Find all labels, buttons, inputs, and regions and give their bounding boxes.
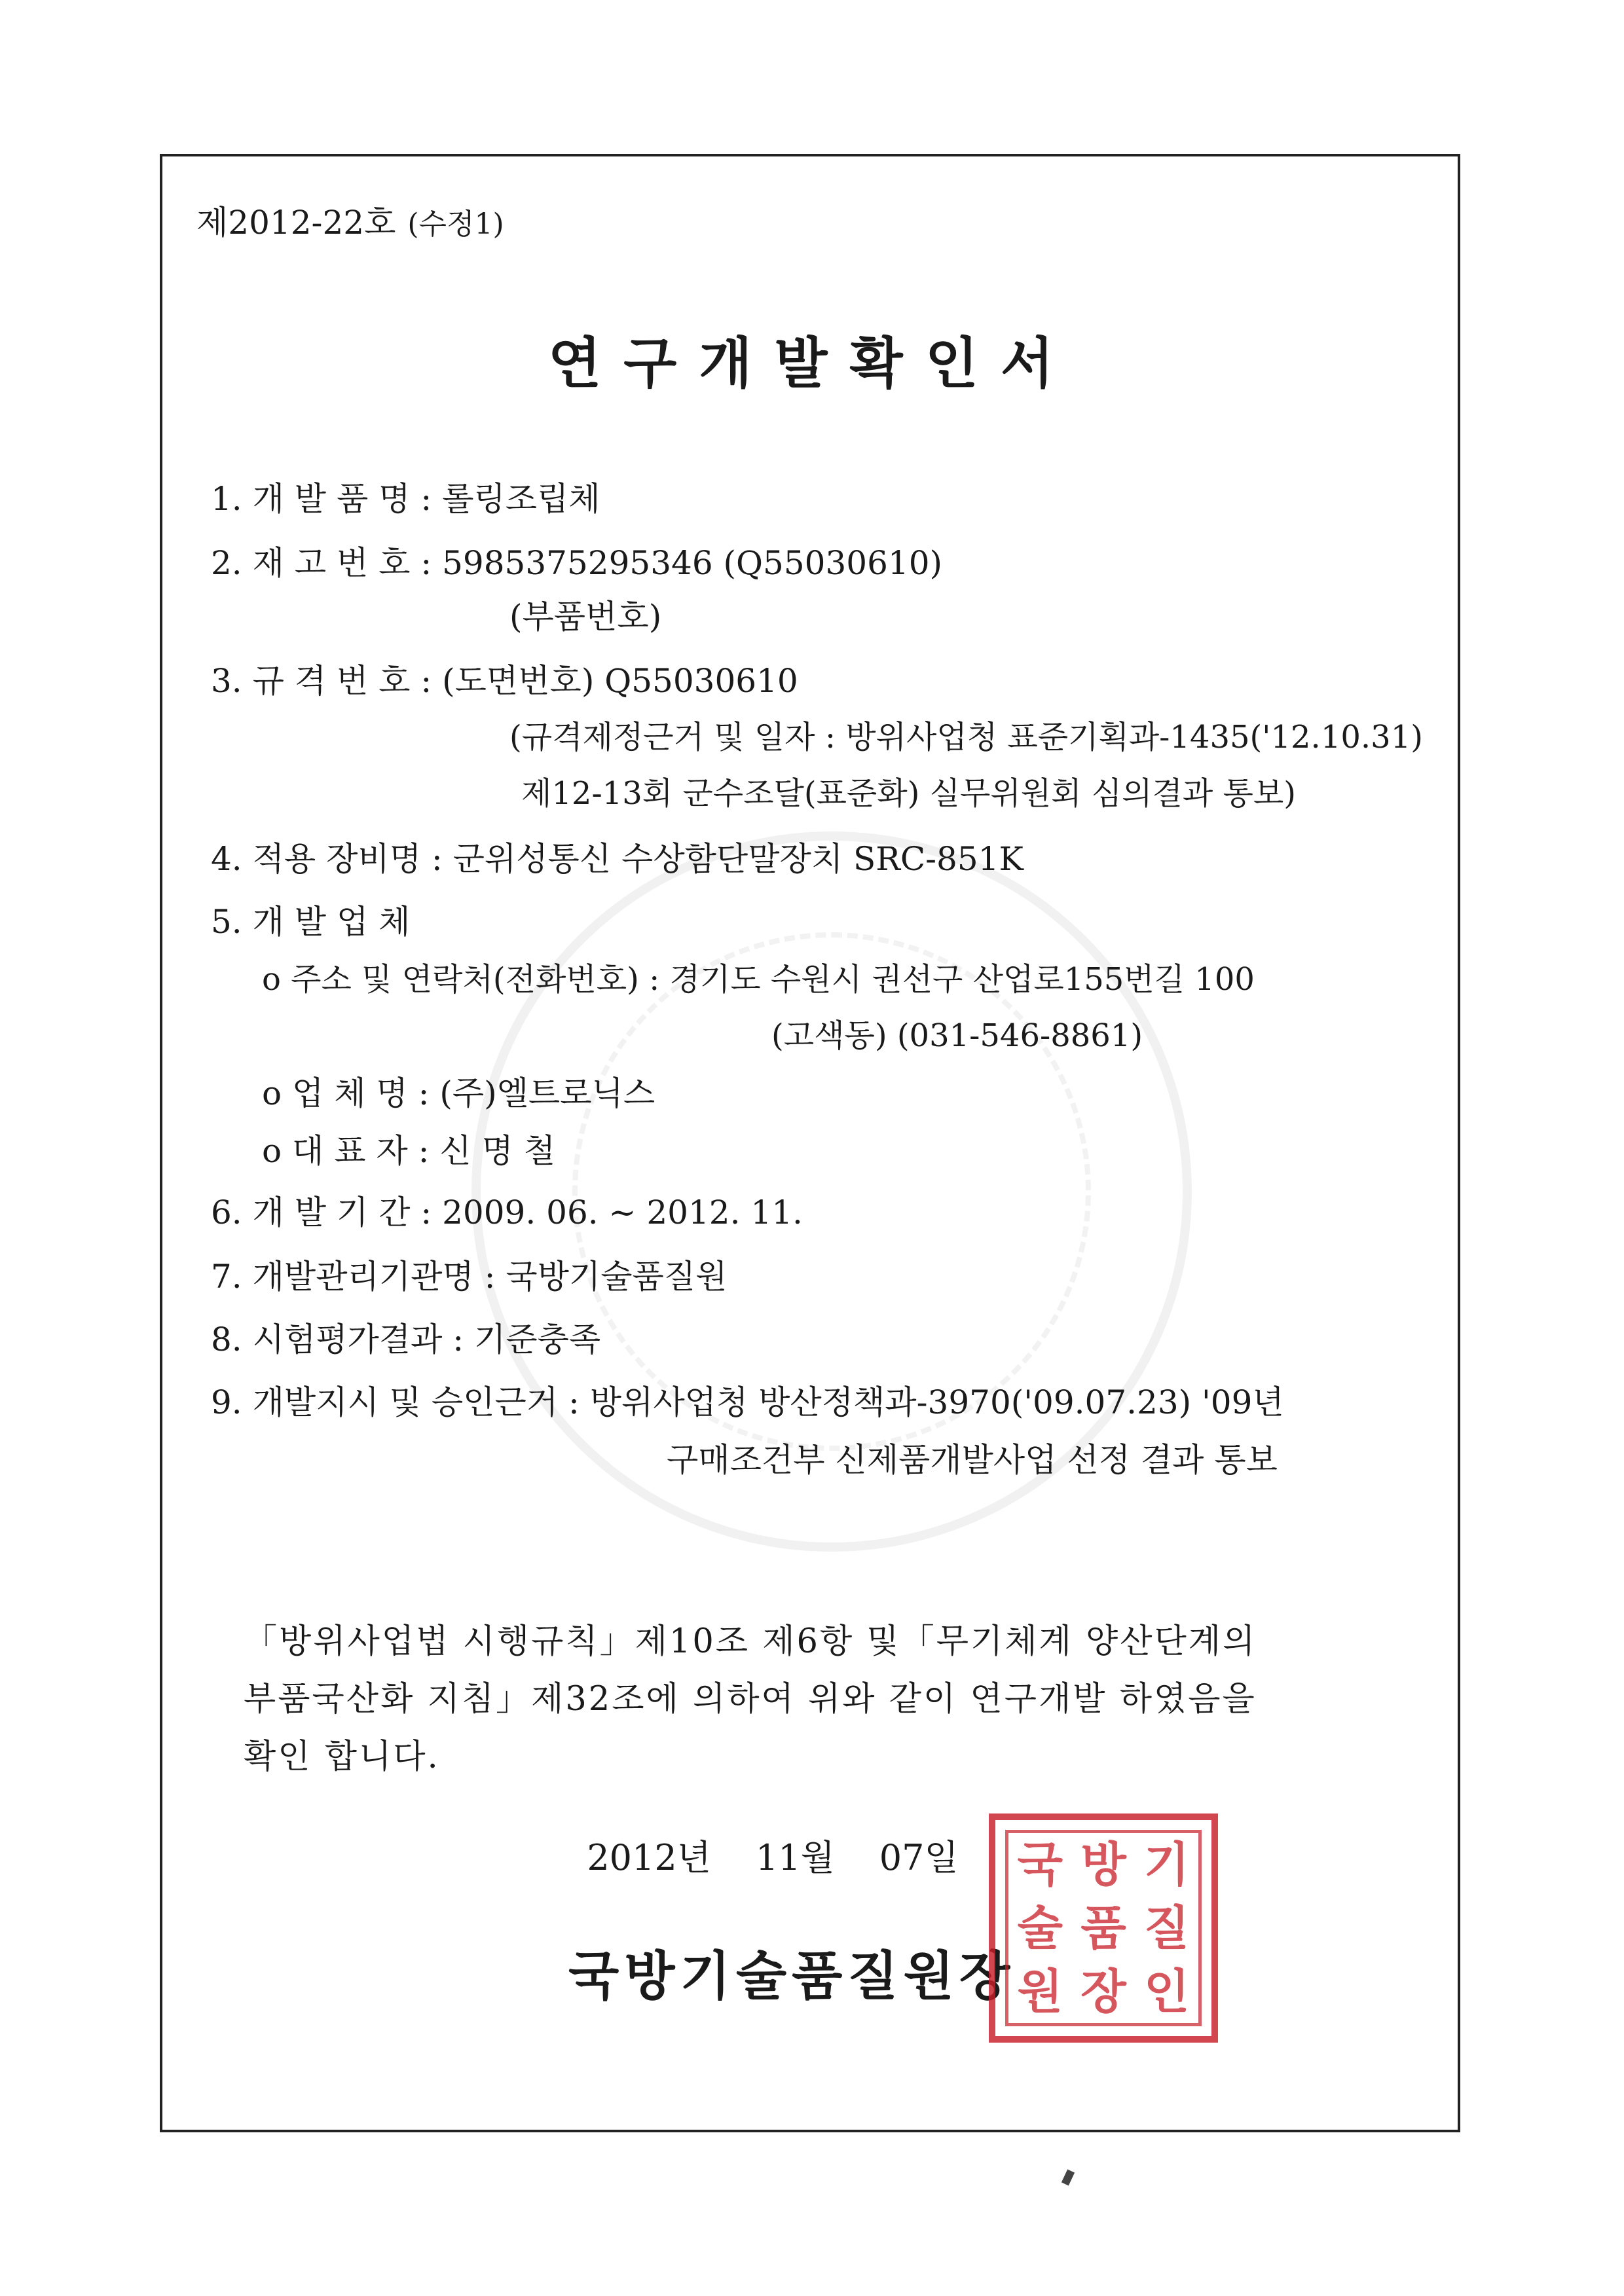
date-year: 2012년	[587, 1837, 711, 1878]
item-5-representative: o 대 표 자 : 신 명 철	[262, 1132, 556, 1170]
revision-note: (수정1)	[407, 208, 504, 241]
item-2: 2. 재 고 번 호 : 5985375295346 (Q55030610)	[211, 544, 943, 582]
scan-mark	[1061, 2169, 1075, 2185]
item-8: 8. 시험평가결과 : 기준충족	[211, 1321, 601, 1358]
date-day: 07일	[879, 1837, 959, 1878]
item-5-address: o 주소 및 연락처(전화번호) : 경기도 수원시 권선구 산업로155번길 100	[262, 961, 1255, 998]
item-4: 4. 적용 장비명 : 군위성통신 수상함단말장치 SRC-851K	[211, 840, 1024, 878]
body-line-3: 확인 합니다.	[244, 1738, 440, 1776]
item-3: 3. 규 격 번 호 : (도면번호) Q55030610	[211, 662, 798, 700]
issuer-name: 국방기술품질원장	[568, 1945, 1016, 2007]
item-5-company: o 업 체 명 : (주)엘트로닉스	[262, 1074, 655, 1112]
item-9-cont: 구매조건부 신제품개발사업 선정 결과 통보	[667, 1441, 1278, 1479]
item-2-cont: (부품번호)	[509, 598, 662, 636]
official-seal-stamp: 국 방 기 술 품 질 원 장 인	[989, 1813, 1218, 2043]
document-title: 연구개발확인서	[547, 331, 1076, 395]
date-month: 11월	[755, 1837, 835, 1878]
item-1: 1. 개 발 품 명 : 롤링조립체	[211, 480, 600, 518]
item-3-cont-2: 제12-13회 군수조달(표준화) 실무위원회 심의결과 통보)	[521, 775, 1296, 812]
issue-date	[0, 1838, 1624, 1878]
body-line-2: 부품국산화 지침」제32조에 의하여 위와 같이 연구개발 하였음을	[244, 1680, 1257, 1719]
item-7: 7. 개발관리기관명 : 국방기술품질원	[211, 1258, 728, 1296]
item-9: 9. 개발지시 및 승인근거 : 방위사업청 방산정책과-3970('09.07.23) '09년	[211, 1383, 1284, 1421]
item-6: 6. 개 발 기 간 : 2009. 06. ~ 2012. 11.	[211, 1194, 803, 1231]
item-3-cont-1: (규격제정근거 및 일자 : 방위사업청 표준기획과-1435('12.10.31)	[509, 719, 1423, 756]
item-5-address-cont: (고색동) (031-546-8861)	[771, 1017, 1143, 1054]
document-number: 제2012-22호 (수정1)	[196, 204, 504, 242]
body-line-1: 「방위사업법 시행규칙」제10조 제6항 및「무기체계 양산단계의	[244, 1622, 1257, 1661]
item-5: 5. 개 발 업 체	[211, 903, 411, 941]
